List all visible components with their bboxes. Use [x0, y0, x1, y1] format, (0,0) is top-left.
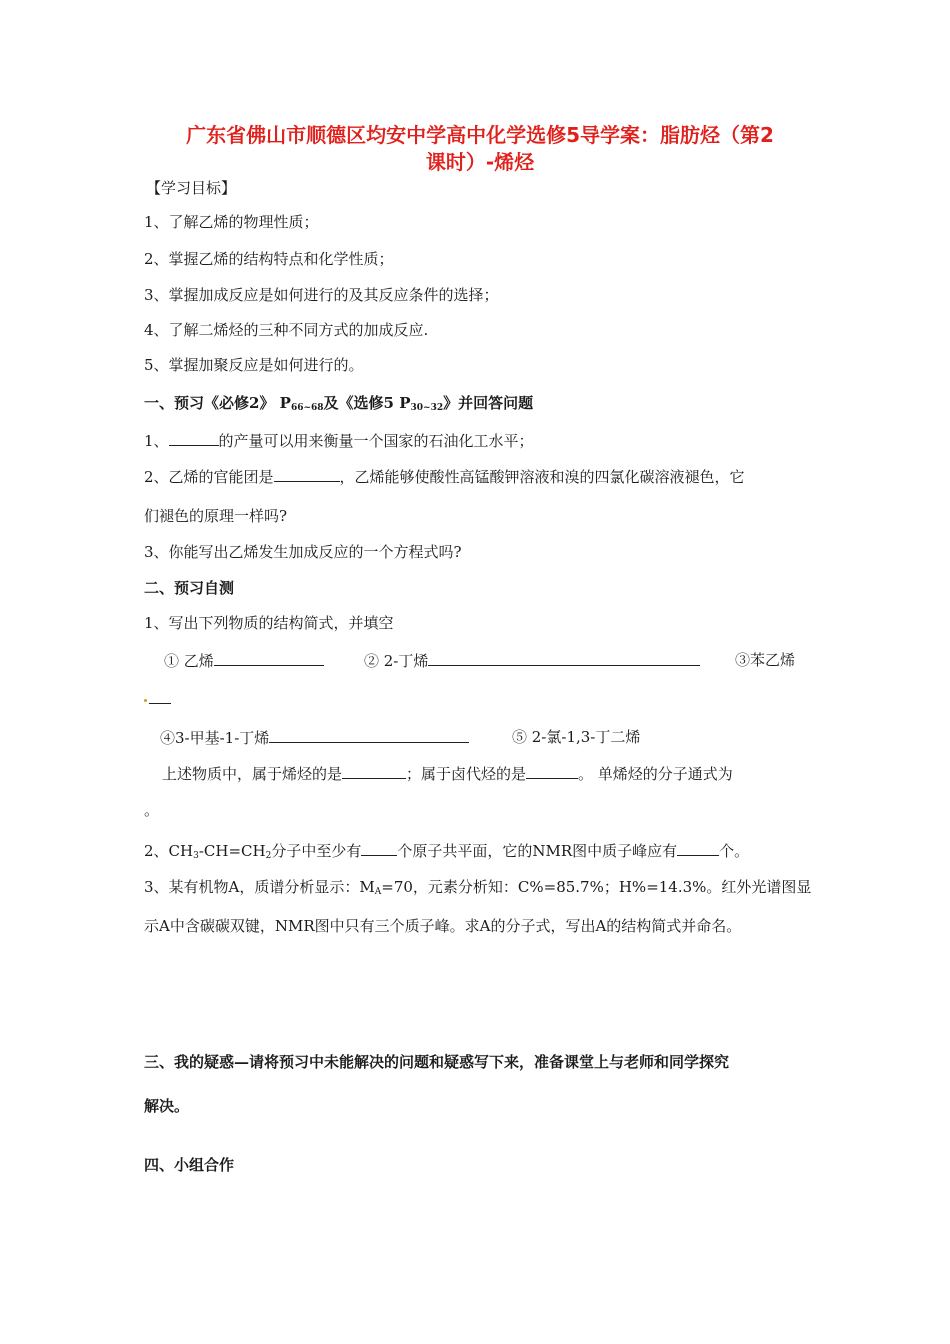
- item-ethylene: ① 乙烯: [164, 650, 324, 671]
- answer-blank[interactable]: [342, 763, 406, 779]
- answer-blank[interactable]: [269, 727, 469, 743]
- title-line-2: 课时）-烯烃: [425, 150, 535, 174]
- self-test-question-1: 1、写出下列物质的结构简式，并填空: [144, 614, 394, 632]
- document-title: [140, 122, 820, 176]
- item-chloroprene: ⑤ 2-氯-1,3-丁二烯: [512, 728, 641, 746]
- margin-dot: [144, 699, 147, 702]
- preview-question-1: 1、 的产量可以用来衡量一个国家的石油化工水平；: [144, 432, 534, 450]
- section-4-heading: 四、小组合作: [144, 1156, 235, 1174]
- section-3-line-2: 解决。: [144, 1097, 190, 1115]
- answer-blank[interactable]: [428, 650, 700, 666]
- answer-blank[interactable]: [677, 840, 719, 856]
- section-3-line-1: 三、我的疑惑—请将预习中未能解决的问题和疑惑写下来，准备课堂上与老师和同学探究: [144, 1053, 730, 1071]
- item-3-methyl-1-butene: ④3-甲基-1-丁烯: [160, 727, 469, 748]
- objective-2: 2、掌握乙烯的结构特点和化学性质；: [144, 250, 394, 268]
- preview-question-2-cont: 们褪色的原理一样吗?: [144, 507, 288, 525]
- answer-blank[interactable]: [214, 650, 324, 666]
- answer-blank[interactable]: [149, 688, 171, 704]
- section-1-heading: 一、预习《必修2》 $P_{66\sim 68}$及《选修5 $P_{30\sim 32}$》并回答问题: [144, 394, 534, 413]
- objective-3: 3、掌握加成反应是如何进行的及其反应条件的选择；: [144, 286, 499, 304]
- classification-fill: 上述物质中，属于烯烃的是 ；属于卤代烃的是 。 单烯烃的分子通式为: [162, 765, 733, 783]
- styrene-blank: [144, 688, 171, 709]
- objectives-heading: 【学习目标】: [146, 179, 237, 197]
- answer-blank[interactable]: [526, 763, 578, 779]
- objective-1: 1、了解乙烯的物理性质；: [144, 213, 319, 231]
- answer-blank[interactable]: [361, 840, 397, 856]
- classification-fill-end: 。: [144, 801, 160, 819]
- objective-4: 4、了解二烯烃的三种不同方式的加成反应.: [144, 321, 429, 339]
- answer-blank[interactable]: [169, 430, 219, 446]
- title-line-1: 广东省佛山市顺德区均安中学高中化学选修5导学案：脂肪烃（第2: [186, 123, 774, 147]
- self-test-question-2: 2、$CH_3-CH=CH_2$分子中至少有 个原子共平面，它的NMR图中质子峰应有 个。: [144, 842, 750, 861]
- self-test-question-3-cont: 示A中含碳碳双键，NMR图中只有三个质子峰。求A的分子式，写出A的结构简式并命名。: [144, 917, 742, 935]
- self-test-question-3: 3、某有机物A，质谱分析显示：$M_A=70$，元素分析知：C%=85.7%；H%=14.3%。红外光谱图显: [144, 878, 812, 897]
- preview-question-3: 3、你能写出乙烯发生加成反应的一个方程式吗?: [144, 543, 462, 561]
- objective-5: 5、掌握加聚反应是如何进行的。: [144, 356, 364, 374]
- item-2-butene: ② 2-丁烯: [364, 650, 700, 671]
- item-styrene: ③苯乙烯: [735, 651, 796, 669]
- answer-blank[interactable]: [274, 466, 340, 482]
- preview-question-2: 2、乙烯的官能团是 ，乙烯能够使酸性高锰酸钾溶液和溴的四氯化碳溶液褪色，它: [144, 468, 745, 486]
- section-2-heading: 二、预习自测: [144, 579, 235, 597]
